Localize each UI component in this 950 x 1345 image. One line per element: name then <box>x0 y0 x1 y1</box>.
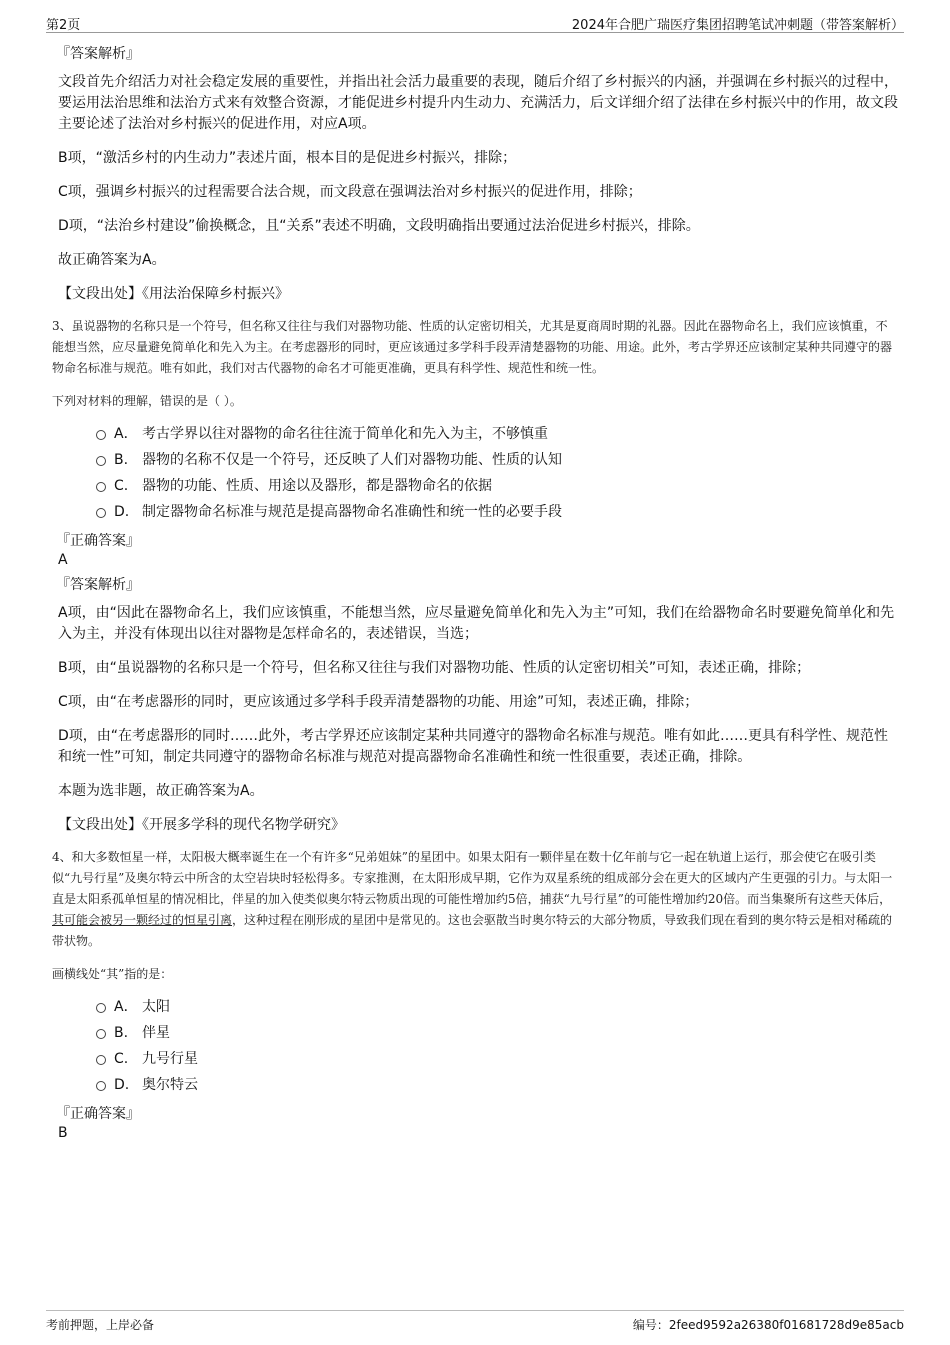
option-text: 奥尔特云 <box>142 1077 198 1093</box>
question-3-prompt: 下列对材料的理解，错误的是（ ）。 <box>52 394 242 408</box>
conclusion: 本题为选非题，故正确答案为A。 <box>58 783 264 799</box>
conclusion: 故正确答案为A。 <box>58 252 166 268</box>
option-c[interactable] <box>96 1046 898 1072</box>
correct-answer-value: A <box>58 552 68 568</box>
source-citation: 【文段出处】《用法治保障乡村振兴》 <box>58 286 289 302</box>
option-text: 制定器物命名标准与规范是提高器物命名准确性和统一性的必要手段 <box>142 504 562 520</box>
radio-button[interactable] <box>96 1003 106 1013</box>
analysis-paragraph: B项，由“虽说器物的名称只是一个符号，但名称又往往与我们对器物功能、性质的认定密切相关”可知，表述正确，排除； <box>58 660 811 676</box>
correct-answer-tag: 『正确答案』 <box>56 533 140 549</box>
option-a[interactable] <box>96 994 898 1020</box>
radio-button[interactable] <box>96 1081 106 1091</box>
analysis-tag: 『答案解析』 <box>56 577 140 593</box>
page-number: 第2页 <box>46 18 81 33</box>
question-3-options <box>96 421 898 525</box>
radio-button[interactable] <box>96 508 106 518</box>
option-b[interactable] <box>96 1020 898 1046</box>
question-4-options <box>96 994 898 1098</box>
option-b[interactable] <box>96 447 898 473</box>
analysis-paragraph: B项，“激活乡村的内生动力”表述片面，根本目的是促进乡村振兴，排除； <box>58 150 517 166</box>
option-text: 太阳 <box>142 999 170 1015</box>
analysis-paragraph: D项，“法治乡村建设”偷换概念，且“关系”表述不明确，文段明确指出要通过法治促进乡村振兴，排除。 <box>58 218 700 234</box>
source-citation: 【文段出处】《开展多学科的现代名物学研究》 <box>58 817 345 833</box>
footer-slogan: 考前押题，上岸必备 <box>46 1318 155 1332</box>
correct-answer-tag: 『正确答案』 <box>56 1106 140 1122</box>
document-title: 2024年合肥广瑞医疗集团招聘笔试冲刺题（带答案解析） <box>571 18 904 33</box>
question-3-text: 3、虽说器物的名称只是一个符号，但名称又往往与我们对器物功能、性质的认定密切相关，尤其是夏商周时期的礼器。因此在器物命名上，我们应该慎重，不能想当然，应尽量避免简单化和先入为主。在考虑器形的同时，更应该通过多学科手段弄清楚器物的功能、用途。此外，考古学界还应该制定某种共同遵守的器物命名标准与规范。唯有如此，我们对古代器物的命名才可能更准确，更具有科学性、规范性和统一性。 <box>52 319 893 375</box>
option-d[interactable] <box>96 499 898 525</box>
option-letter: D. <box>114 504 130 520</box>
main-content <box>52 44 898 1148</box>
question-4-text <box>52 847 898 952</box>
option-letter: A． <box>114 426 138 442</box>
page-header <box>46 12 904 33</box>
option-text: 器物的名称不仅是一个符号，还反映了人们对器物功能、性质的认知 <box>142 452 562 468</box>
underlined-phrase: 其可能会被另一颗经过的恒星引离 <box>52 913 233 927</box>
question-4-text-before: 4、和大多数恒星一样，太阳极大概率诞生在一个有许多“兄弟姐妹”的星团中。如果太阳有一颗伴星在数十亿年前与它一起在轨道上运行，那会使它在吸引类似“九号行星”及奥尔特云中所含的太空岩块时轻松得多。专家推测，在太阳形成早期，它作为双星系统的组成部分会在更大的区域内产生更强的引力。与太阳一直是太阳系孤单恒星的情况相比，伴星的加入使类似奥尔特云物质出现的可能性增加约5倍，捕获“九号行星”的可能性增加约20倍。而当集聚所有这些天体后， <box>52 850 893 906</box>
option-letter: D. <box>114 1077 130 1093</box>
option-text: 九号行星 <box>142 1051 198 1067</box>
correct-answer-value: B <box>58 1125 68 1141</box>
option-text: 器物的功能、性质、用途以及器形，都是器物命名的依据 <box>142 478 492 494</box>
radio-button[interactable] <box>96 430 106 440</box>
option-text: 伴星 <box>142 1025 170 1041</box>
radio-button[interactable] <box>96 482 106 492</box>
question-4-text-after: ，这种过程在刚形成的星团中是常见的。这也会驱散当时奥尔特云的大部分物质，导致我们现在看到的奥尔特云是相对稀疏的带状物。 <box>52 913 893 948</box>
analysis-paragraph: C项，强调乡村振兴的过程需要合法合规，而文段意在强调法治对乡村振兴的促进作用，排除； <box>58 184 642 200</box>
analysis-tag: 『答案解析』 <box>56 46 140 62</box>
option-letter: C. <box>114 1051 129 1067</box>
analysis-paragraph: A项，由“因此在器物命名上，我们应该慎重，不能想当然，应尽量避免简单化和先入为主”可知，我们在给器物命名时要避免简单化和先入为主，并没有体现出以往对器物是怎样命名的，表述错误，当选； <box>58 605 895 642</box>
radio-button[interactable] <box>96 1055 106 1065</box>
option-d[interactable] <box>96 1072 898 1098</box>
analysis-paragraph: D项，由“在考虑器形的同时……此外，考古学界还应该制定某种共同遵守的器物命名标准与规范。唯有如此……更具有科学性、规范性和统一性”可知，制定共同遵守的器物命名标准与规范对提高器物命名准确性和统一性很重要，表述正确，排除。 <box>58 728 889 765</box>
radio-button[interactable] <box>96 1029 106 1039</box>
option-text: 考古学界以往对器物的命名往往流于简单化和先入为主，不够慎重 <box>142 426 548 442</box>
option-letter: B. <box>114 1025 129 1041</box>
option-c[interactable] <box>96 473 898 499</box>
option-letter: B. <box>114 452 129 468</box>
option-letter: C. <box>114 478 129 494</box>
page-footer <box>46 1310 904 1335</box>
question-4-prompt: 画横线处“其”指的是： <box>52 967 173 981</box>
document-id: 编号：2feed9592a26380f01681728d9e85acb <box>632 1318 904 1332</box>
analysis-paragraph: C项，由“在考虑器形的同时，更应该通过多学科手段弄清楚器物的功能、用途”可知，表述正确，排除； <box>58 694 699 710</box>
option-letter: A． <box>114 999 138 1015</box>
radio-button[interactable] <box>96 456 106 466</box>
analysis-paragraph: 文段首先介绍活力对社会稳定发展的重要性，并指出社会活力最重要的表现，随后介绍了乡村振兴的内涵，并强调在乡村振兴的过程中，要运用法治思维和法治方式来有效整合资源，才能促进乡村提升内生动力、充满活力，后文详细介绍了法律在乡村振兴中的作用，故文段主要论述了法治对乡村振兴的促进作用，对应A项。 <box>58 74 898 132</box>
option-a[interactable] <box>96 421 898 447</box>
